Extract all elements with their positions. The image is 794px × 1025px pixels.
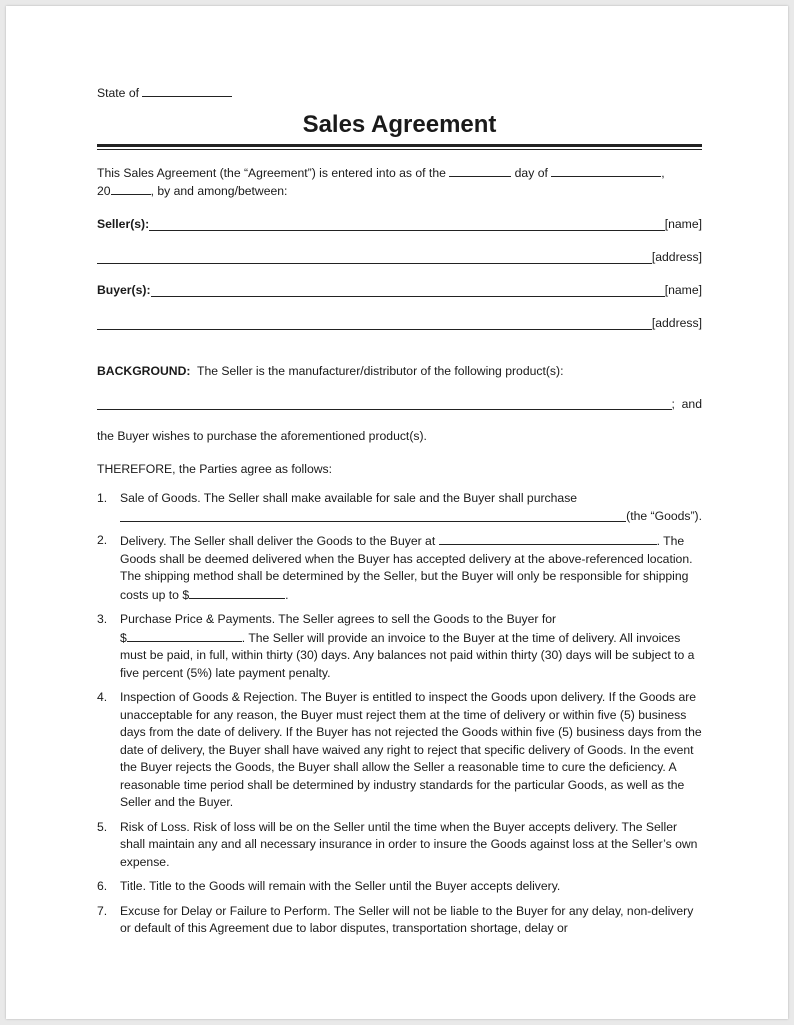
list-item: 7. Excuse for Delay or Failure to Perform. The Seller will not be liable to the Buyer for any delay, non-delivery or default of this Agreement due to labor disputes, transportation shortage, delay or [97, 903, 694, 935]
goods-blank[interactable] [120, 509, 626, 522]
seller-address-blank[interactable] [97, 251, 652, 264]
buyer-name-tag: [name] [664, 283, 702, 297]
month-blank[interactable] [551, 164, 661, 177]
year-blank[interactable] [111, 182, 151, 195]
title-rule-thick [97, 144, 702, 147]
therefore-text: THEREFORE, the Parties agree as follows: [97, 461, 333, 476]
product-line: ; and [97, 395, 702, 413]
buyer-wishes-text: the Buyer wishes to purchase the aforementioned product(s). [97, 429, 427, 443]
seller-name-blank[interactable] [149, 218, 665, 231]
title-rule-thin [97, 149, 702, 150]
seller-name-row [97, 216, 702, 234]
terms-list [97, 490, 702, 938]
document-body [97, 84, 702, 945]
delivery-location-blank[interactable] [439, 532, 657, 545]
background-label: BACKGROUND: [97, 363, 191, 378]
buyer-address-row [97, 315, 702, 333]
state-blank[interactable] [142, 84, 232, 97]
list-item: 1. Sale of Goods. The Seller shall make available for sale and the Buyer shall purchase (the “Goods”). [97, 491, 702, 523]
buyer-address-blank[interactable] [97, 317, 652, 330]
seller-address-tag: [address] [651, 250, 702, 264]
seller-address-row [97, 249, 702, 267]
document-page [6, 6, 788, 1019]
buyer-name-blank[interactable] [151, 284, 665, 297]
state-line [97, 84, 702, 103]
list-item: 5. Risk of Loss. Risk of loss will be on the Seller until the time when the Buyer accepts delivery. The Seller shall maintain any and all necessary insurance in order to insure the Goods against loss at the Seller’s own expense. [97, 819, 698, 869]
list-item: 3. Purchase Price & Payments. The Seller agrees to sell the Goods to the Buyer for $ . The Seller will provide an invoice to the Buyer at the time of delivery. All invoices must be paid, in full, within thirty (30) days. Any balances not paid within thirty (30) days will be subject to a five percent (5%) late payment penalty. [97, 612, 695, 680]
product-blank[interactable] [97, 397, 672, 410]
intro-paragraph: This Sales Agreement (the “Agreement”) is entered into as of the day of , 20 , by and among/between: [97, 165, 665, 198]
page-title: Sales Agreement [302, 110, 497, 138]
list-item: 2. Delivery. The Seller shall deliver the Goods to the Buyer at . The Goods shall be deemed delivered when the Buyer has accepted delivery at the above-referenced location. The shipping method shall be determined by the Seller, but the Buyer will only be responsible for shipping costs up to $ . [97, 533, 693, 602]
shipping-cost-blank[interactable] [189, 586, 285, 599]
buyer-label: Buyer(s): [97, 283, 151, 297]
day-blank[interactable] [449, 164, 511, 177]
list-item: 4. Inspection of Goods & Rejection. The Buyer is entitled to inspect the Goods upon delivery. If the Goods are unacceptable for any reason, the Buyer must reject them at the time of delivery or within five (5) business days from the date of delivery. If the Buyer has not rejected the Goods within five (5) business days from the date of delivery, the Buyer shall have waived any right to reject that specific delivery of Goods. In the event the Buyer rejects the Goods, the Buyer shall allow the Seller a reasonable time to cure the deficiency. A reasonable time period shall be determined by industry standards for the particular Goods, as well as the Seller and the Buyer. [97, 690, 702, 809]
buyer-name-row [97, 282, 702, 300]
list-item: 6. Title. Title to the Goods will remain with the Seller until the Buyer accepts delivery. [97, 879, 561, 893]
seller-name-tag: [name] [664, 217, 702, 231]
buyer-address-tag: [address] [651, 316, 702, 330]
state-label: State of [97, 86, 140, 100]
background-paragraph: BACKGROUND: The Seller is the manufacturer/distributor of the following product(s): [97, 363, 564, 378]
seller-label: Seller(s): [97, 217, 150, 231]
price-blank[interactable] [127, 629, 242, 642]
